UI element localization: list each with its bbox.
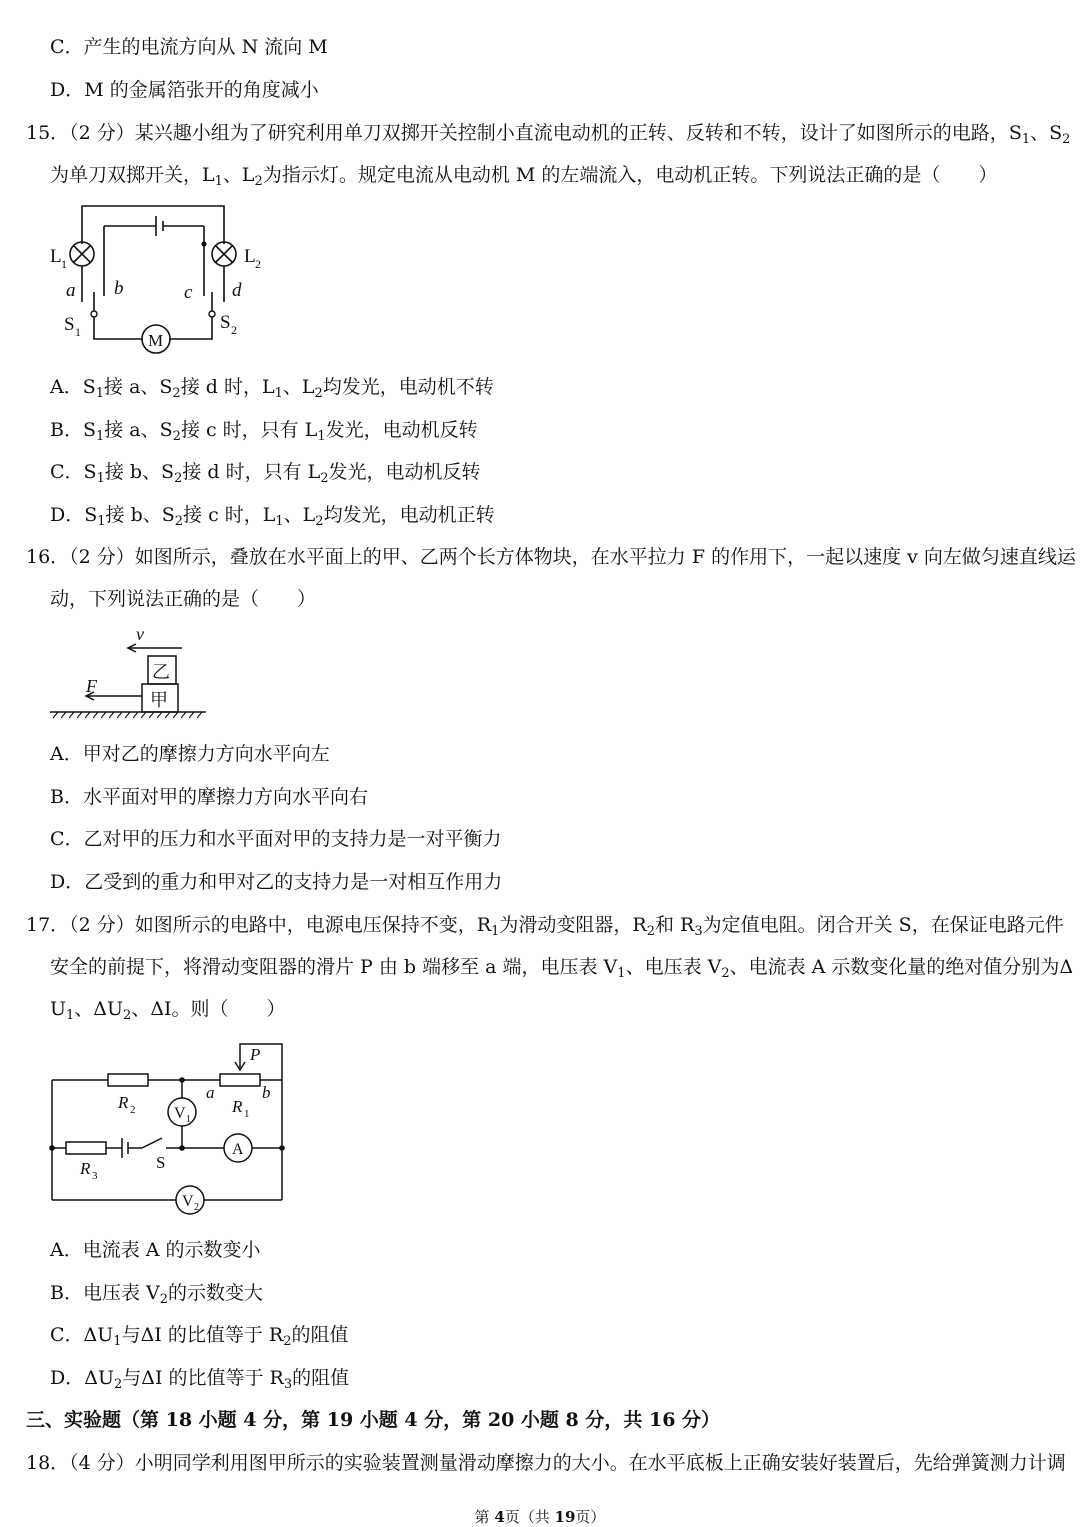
svg-text:S: S bbox=[64, 314, 75, 335]
svg-text:1: 1 bbox=[61, 257, 67, 271]
svg-text:a: a bbox=[66, 280, 76, 301]
q17-option-d: D．$\Delta U_2$与ΔI 的比值等于 $R_3$的阻值 bbox=[50, 1367, 350, 1392]
svg-text:甲: 甲 bbox=[150, 690, 168, 710]
svg-text:A: A bbox=[232, 1141, 244, 1158]
svg-text:R: R bbox=[80, 1159, 91, 1178]
q14-option-d: D．M 的金属箔张开的角度减小 bbox=[50, 79, 319, 101]
svg-text:b: b bbox=[262, 1083, 271, 1102]
svg-text:b: b bbox=[114, 278, 124, 299]
q17-stem-line-1: 17．（2 分）如图所示的电路中，电源电压保持不变，$R_1$为滑动变阻器，$R_2$和 $R_3$为定值电阻。闭合开关 S，在保证电路元件 bbox=[26, 914, 1064, 939]
svg-text:2: 2 bbox=[231, 323, 237, 337]
svg-text:L: L bbox=[244, 246, 256, 267]
svg-text:V: V bbox=[174, 1105, 186, 1122]
q16-option-d: D．乙受到的重力和甲对乙的支持力是一对相互作用力 bbox=[50, 871, 503, 893]
svg-text:2: 2 bbox=[194, 1202, 199, 1213]
q16-stem-line-2: 动，下列说法正确的是（ ） bbox=[50, 588, 317, 610]
svg-text:V: V bbox=[182, 1193, 194, 1210]
svg-text:乙: 乙 bbox=[152, 662, 170, 682]
q16-stem-line-1: 16．（2 分）如图所示，叠放在水平面上的甲、乙两个长方体物块，在水平拉力 F 的作用下，一起以速度 v 向左做匀速直线运 bbox=[26, 546, 1076, 568]
svg-text:F: F bbox=[86, 676, 97, 696]
q16-option-c: C．乙对甲的压力和水平面对甲的支持力是一对平衡力 bbox=[50, 828, 502, 850]
svg-text:2: 2 bbox=[255, 257, 261, 271]
q17-stem-line-2: 安全的前提下，将滑动变阻器的滑片 P 由 b 端移至 a 端，电压表 $V_1$、电压表 $V_2$、电流表 A 示数变化量的绝对值分别为Δ bbox=[50, 956, 1074, 981]
q15-option-a: A．$S_1$接 a、$S_2$接 d 时，$L_1$、$L_2$均发光，电动机不转 bbox=[50, 376, 494, 401]
q15-option-d: D．$S_1$接 b、$S_2$接 c 时，$L_1$、$L_2$均发光，电动机正转 bbox=[50, 504, 495, 529]
svg-text:1: 1 bbox=[75, 325, 81, 339]
q17-option-a: A．电流表 A 的示数变小 bbox=[50, 1239, 261, 1261]
svg-text:2: 2 bbox=[130, 1104, 136, 1116]
svg-text:c: c bbox=[184, 282, 193, 303]
q17-option-c: C．$\Delta U_1$与ΔI 的比值等于 $R_2$的阻值 bbox=[50, 1324, 349, 1349]
q15-stem-line-1: 15．（2 分）某兴趣小组为了研究利用单刀双掷开关控制小直流电动机的正转、反转和不转，设计了如图所示的电路，$S_1$、$S_2$ bbox=[26, 122, 1071, 147]
section-3-heading: 三、实验题（第 18 小题 4 分，第 19 小题 4 分，第 20 小题 8 分，共 16 分） bbox=[26, 1409, 721, 1431]
q15-option-b: B．$S_1$接 a、$S_2$接 c 时，只有 $L_1$发光，电动机反转 bbox=[50, 419, 478, 444]
svg-text:P: P bbox=[250, 1045, 261, 1064]
page-footer: 第 4页（共 19页） bbox=[474, 1508, 606, 1526]
svg-text:M: M bbox=[148, 331, 164, 350]
q15-option-c: C．$S_1$接 b、$S_2$接 d 时，只有 $L_2$发光，电动机反转 bbox=[50, 461, 481, 486]
svg-text:a: a bbox=[206, 1083, 215, 1102]
q16-option-b: B．水平面对甲的摩擦力方向水平向右 bbox=[50, 786, 368, 808]
svg-text:S: S bbox=[156, 1153, 166, 1172]
q16-option-a: A．甲对乙的摩擦力方向水平向左 bbox=[50, 743, 330, 765]
q17-stem-line-3: $U_1$、$\Delta U_2$、ΔI。则（ ） bbox=[50, 998, 286, 1023]
svg-text:1: 1 bbox=[244, 1108, 250, 1120]
svg-text:R: R bbox=[118, 1093, 129, 1112]
svg-text:3: 3 bbox=[92, 1170, 98, 1182]
q17-option-b: B．电压表 $V_2$的示数变大 bbox=[50, 1282, 264, 1307]
q14-option-c: C．产生的电流方向从 N 流向 M bbox=[50, 36, 328, 58]
q16-blocks-diagram bbox=[44, 620, 214, 720]
svg-text:R: R bbox=[232, 1097, 243, 1116]
q15-stem-line-2: 为单刀双掷开关，$L_1$、$L_2$为指示灯。规定电流从电动机 M 的左端流入，电动机正转。下列说法正确的是（ ） bbox=[50, 164, 998, 189]
q18-stem-line-1: 18．（4 分）小明同学利用图甲所示的实验装置测量滑动摩擦力的大小。在水平底板上正确安装好装置后，先给弹簧测力计调 bbox=[26, 1452, 1066, 1474]
svg-text:L: L bbox=[50, 246, 62, 267]
svg-text:v: v bbox=[136, 624, 144, 644]
svg-text:S: S bbox=[220, 312, 231, 333]
q15-circuit-diagram bbox=[44, 196, 284, 356]
svg-text:1: 1 bbox=[186, 1114, 191, 1125]
q17-circuit-diagram bbox=[44, 1036, 304, 1222]
svg-text:d: d bbox=[232, 280, 242, 301]
